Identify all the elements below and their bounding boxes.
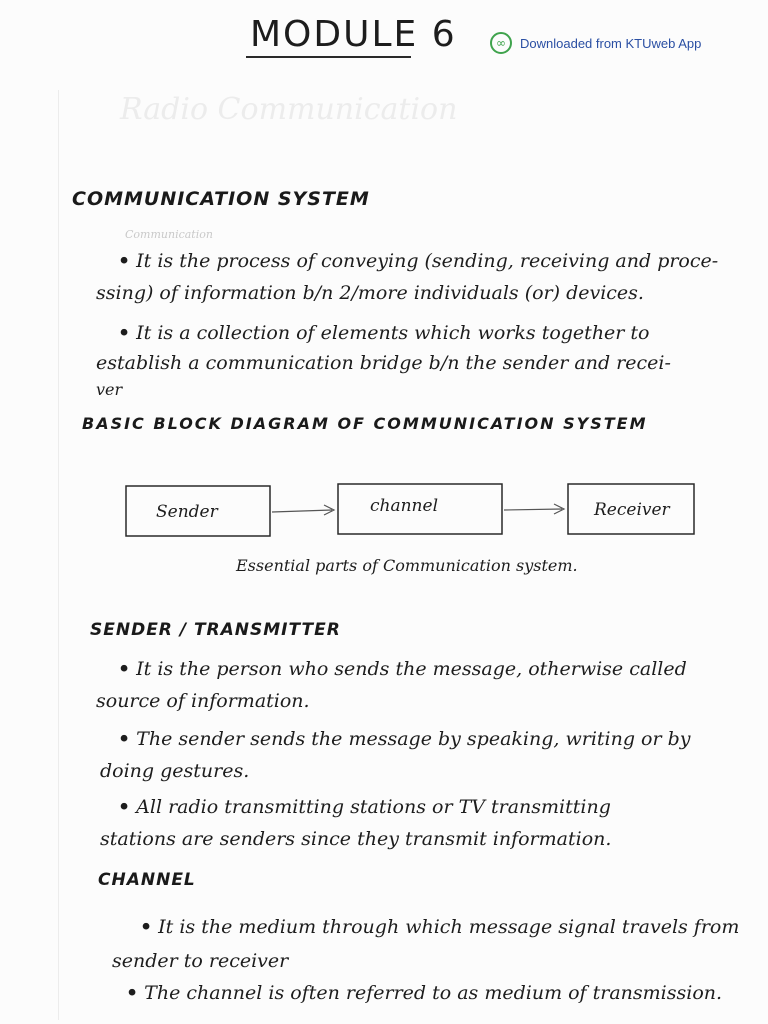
bullet-line: • It is the person who sends the message, otherwise called: [118, 658, 687, 680]
bullet-line: • It is the medium through which message signal travels from: [140, 916, 740, 938]
bullet-dot: •: [118, 322, 131, 344]
bullet-line: stations are senders since they transmit information.: [100, 828, 612, 850]
arrow-sender-channel: [272, 510, 332, 512]
heading-channel: CHANNEL: [98, 870, 196, 890]
download-badge[interactable]: [490, 32, 701, 54]
bullet-line: doing gestures.: [100, 760, 250, 782]
badge-text: Downloaded from KTUweb App: [520, 35, 702, 51]
arrowhead-2: [554, 504, 564, 514]
bullet-dot: •: [118, 796, 131, 818]
page-title: MODULE 6: [250, 14, 457, 55]
channel-box-label: channel: [370, 496, 438, 516]
bullet-dot: •: [140, 916, 153, 938]
bullet-line: • The channel is often referred to as medium of transmission.: [126, 982, 723, 1004]
bullet-dot: •: [126, 982, 139, 1004]
bullet-line: establish a communication bridge b/n the sender and recei-: [96, 352, 671, 374]
faint-crossed-title: Radio Communication: [120, 92, 458, 127]
heading-block-diagram: BASIC BLOCK DIAGRAM OF COMMUNICATION SYSTEM: [82, 414, 648, 433]
receiver-box-label: Receiver: [594, 500, 670, 520]
arrow-channel-receiver: [504, 509, 562, 510]
page-margin-line: [58, 90, 59, 1020]
faint-margin-note: Communication: [125, 228, 213, 241]
arrowhead-1: [324, 505, 334, 515]
bullet-line: sender to receiver: [112, 950, 289, 972]
sender-box-label: Sender: [156, 502, 218, 522]
diagram-caption: Essential parts of Communication system.: [236, 556, 578, 575]
title-underline: [246, 56, 411, 58]
bullet-line: source of information.: [96, 690, 310, 712]
bullet-line: ssing) of information b/n 2/more individuals (or) devices.: [96, 282, 644, 304]
bullet-dot: •: [118, 250, 131, 272]
heading-communication-system: COMMUNICATION SYSTEM: [72, 188, 370, 210]
bullet-line: • All radio transmitting stations or TV transmitting: [118, 796, 611, 818]
bullet-line: • It is a collection of elements which works together to: [118, 322, 650, 344]
bullet-line: ver: [96, 380, 123, 399]
bullet-dot: •: [118, 658, 131, 680]
bullet-dot: •: [118, 728, 131, 750]
bullet-line: • The sender sends the message by speaking, writing or by: [118, 728, 691, 750]
ktu-logo-icon: ∞: [490, 32, 512, 54]
bullet-line: • It is the process of conveying (sending, receiving and proce-: [118, 250, 719, 272]
heading-sender-transmitter: SENDER / TRANSMITTER: [90, 620, 341, 640]
